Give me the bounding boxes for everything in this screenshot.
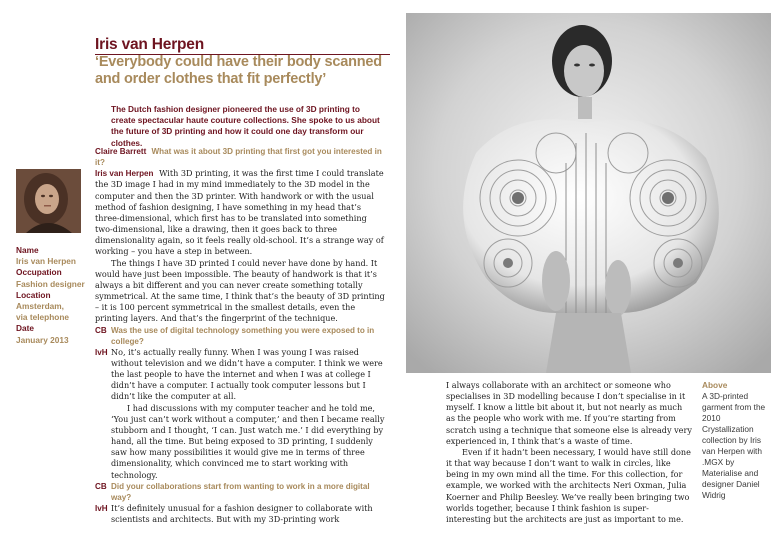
answer-2-text: No, it’s actually really funny. When I was young I was raised without television and we didn’t have a computer. I think we were the last people to have the internet and when I was at college I didn’t have a computer. I actually took computer lessons but I didn’t like the computer at all. xyxy=(111,346,383,402)
garment-photo xyxy=(406,13,771,373)
article-intro: The Dutch fashion designer pioneered the use of 3D printing to create spectacular haute couture collections. She spoke to us about the future of 3D printing and how it could one day transform our clothes. xyxy=(111,104,380,148)
caption-heading: Above xyxy=(702,380,728,390)
question-3-speaker: CB xyxy=(95,481,107,491)
date-label: Date xyxy=(16,323,34,334)
answer-1 xyxy=(95,168,385,324)
answer-3-speaker: IvH xyxy=(95,504,108,513)
question-1-speaker: Claire Barrett xyxy=(95,147,147,156)
question-2 xyxy=(95,325,385,347)
location-value-method: via telephone xyxy=(16,312,70,323)
question-2-speaker: CB xyxy=(95,325,107,335)
answer-2 xyxy=(95,347,385,481)
question-3 xyxy=(95,481,385,503)
answer-3 xyxy=(95,503,385,525)
continued-text-column xyxy=(446,380,692,525)
answer-1-paragraph-2: The things I have 3D printed I could never have done by hand. It would have just been impossible. The beauty of handwork is that it’s always a bit different and you can never create something totally symmetrical. At the same time, I think that’s the beauty of 3D printing – it is 100 percent symmetrical in the smallest details, even the printing layers. And that’s the fingerprint of the technique. xyxy=(95,257,385,324)
date-value: January 2013 xyxy=(16,334,69,345)
question-1-text: What was it about 3D printing that first got you interested in it? xyxy=(95,147,382,168)
location-label: Location xyxy=(16,289,51,300)
occupation-value: Fashion designer xyxy=(16,278,85,289)
occupation-label: Occupation xyxy=(16,267,62,278)
right-paragraph-1: I always collaborate with an architect or someone who specialises in 3D modelling because I don’t specialise in it myself. I know a little bit about it, but not nearly as much as the people who work with me. If you’re starting from scratch using a technique that someone else is already very experienced in, I think that’s a waste of time. xyxy=(446,380,692,446)
answer-2-paragraph-2: I had discussions with my computer teacher and he told me, ‘You just can’t work without a computer,’ and then I became really stubborn and I thought, ‘I can. Just watch me.’ I did everything by hand, all the time. But being exposed to 3D printing, I suddenly saw how many possibilities it would give me in terms of three dimensionality, which convinced me to start working with technology. xyxy=(111,402,385,480)
garment-illustration xyxy=(406,13,771,373)
answer-1-speaker: Iris van Herpen xyxy=(95,169,154,179)
pull-quote: ‘Everybody could have their body scanned and order clothes that fit perfectly’ xyxy=(95,54,382,87)
answer-3-text: It’s definitely unusual for a fashion designer to collaborate with scientists and architects. But with my 3D-printing work xyxy=(111,503,373,525)
portrait-image xyxy=(16,169,81,233)
question-3-text: Did your collaborations start from wanting to work in a more digital way? xyxy=(111,481,370,502)
name-label: Name xyxy=(16,245,39,255)
article-title: Iris van Herpen xyxy=(95,36,204,53)
location-value-city: Amsterdam, xyxy=(16,301,64,312)
question-2-text: Was the use of digital technology something you were exposed to in college? xyxy=(111,325,375,346)
portrait-illustration xyxy=(16,169,81,233)
question-1 xyxy=(95,146,385,168)
right-paragraph-2: Even if it hadn’t been necessary, I would have still done it that way because I don’t want to walk in circles, like being in my own mind all the time. For this collection, for example, we worked with the architects Neri Oxman, Julia Koerner and Philip Beesley. We’ve really been bringing two worlds together, because I think fashion is super-interesting but the architects are just as important to me. xyxy=(446,446,691,524)
name-value: Iris van Herpen xyxy=(16,256,76,267)
interview-column xyxy=(95,146,385,525)
profile-sidebar xyxy=(16,245,91,346)
caption-body: A 3D-printed garment from the 2010 Crystallization collection by Iris van Herpen with .MGX by Materialise and designer Daniel Widrig xyxy=(702,391,766,500)
answer-1-text: With 3D printing, it was the first time I could translate the 3D image I had in my mind immediately to the 3D model in the computer and then the 3D printer. With handwork or with the usual method of fashion designing, I have something in my head that’s three-dimensional, which first has to be translated into something two-dimensional, like a drawing, then it goes back to three dimensionality again, so it feels really old-school. It’s a strange way of working – you have a step in between. xyxy=(95,168,384,257)
photo-caption xyxy=(702,380,774,501)
answer-2-speaker: IvH xyxy=(95,347,108,357)
